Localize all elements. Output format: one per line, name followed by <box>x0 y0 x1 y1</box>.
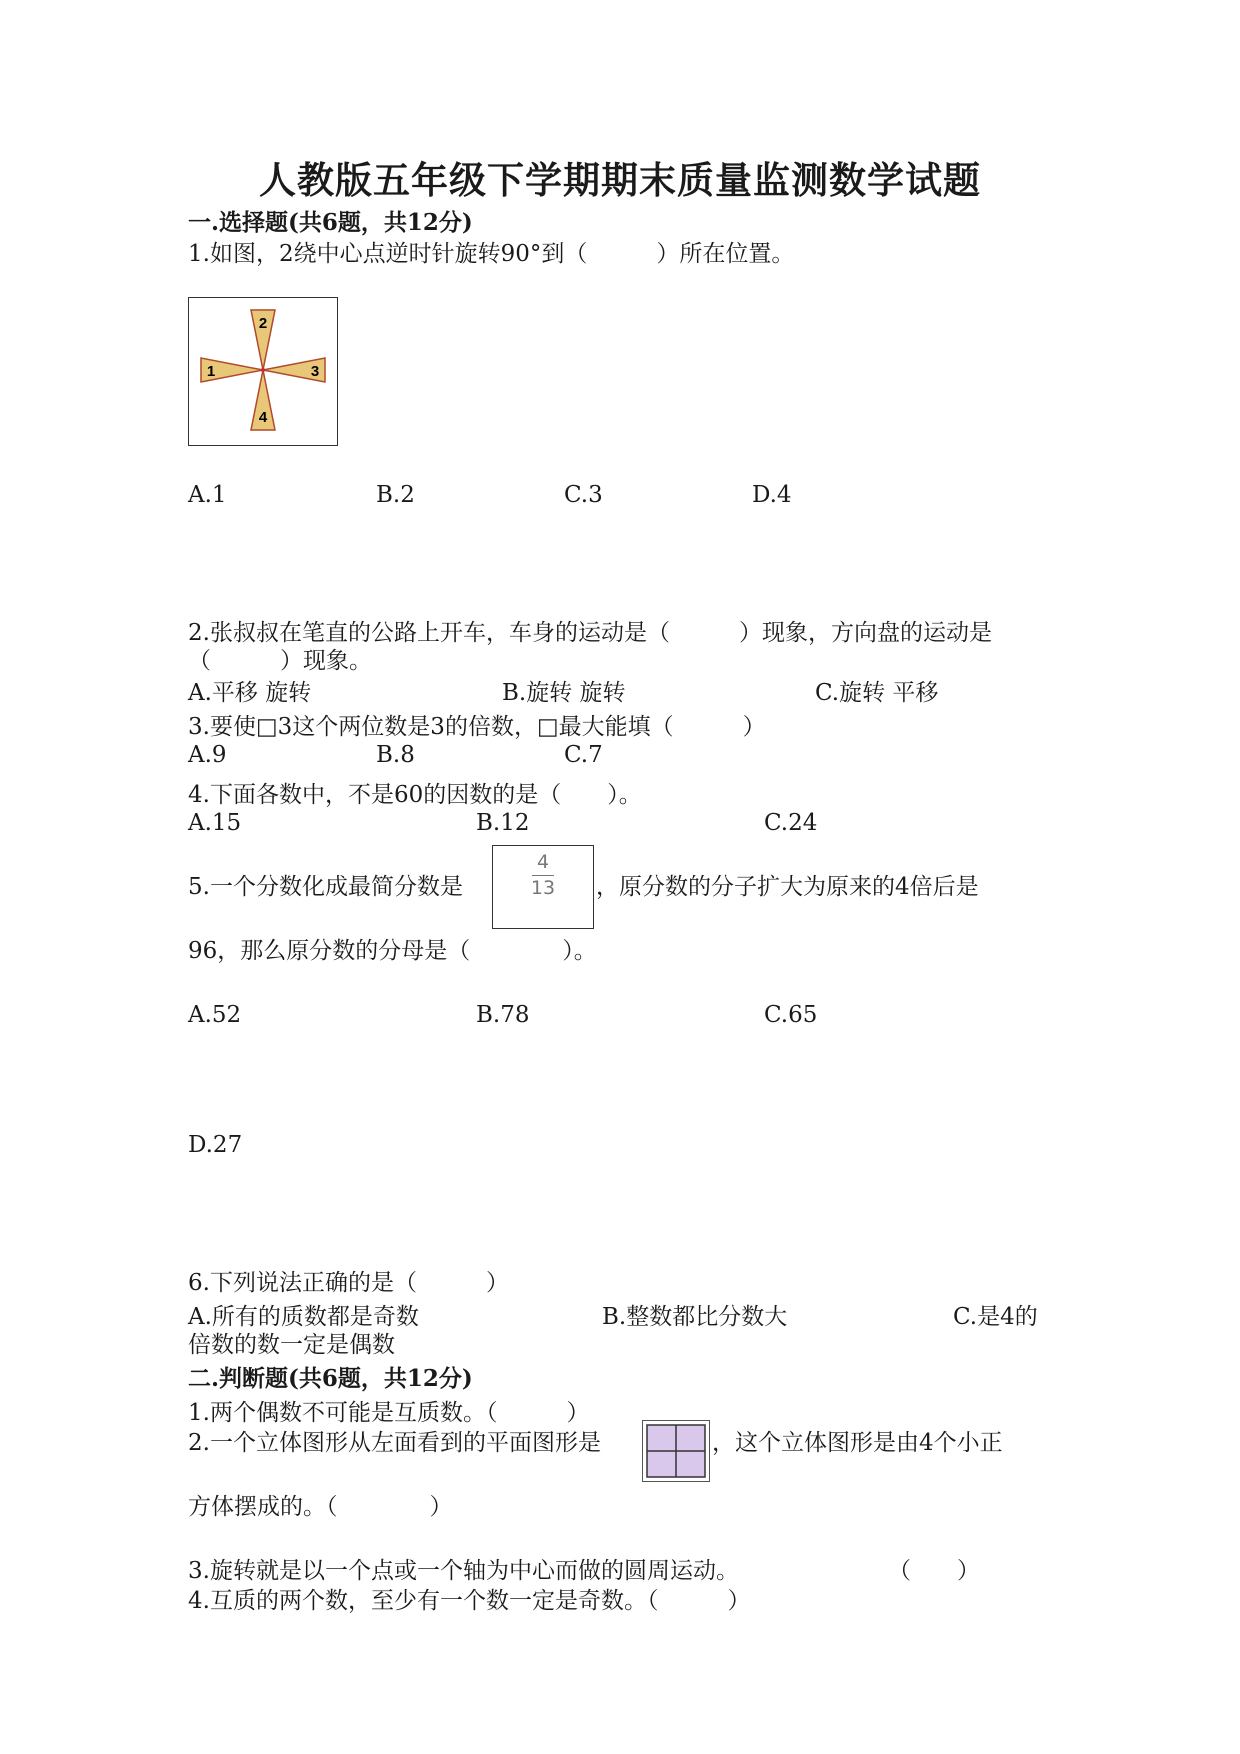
fraction-figure <box>492 845 594 929</box>
judgement-1-text: 1.两个偶数不可能是互质数。（ ） <box>188 1400 590 1426</box>
fraction-denominator: 13 <box>530 876 556 899</box>
q6-option-c[interactable]: C.是4的 <box>953 1304 1038 1330</box>
question-6-text: 6.下列说法正确的是（ ） <box>188 1270 509 1296</box>
figure-label-4: 4 <box>258 409 268 426</box>
page-title: 人教版五年级下学期期末质量监测数学试题 <box>259 158 981 202</box>
judgement-3-text: 3.旋转就是以一个点或一个轴为中心而做的圆周运动。 <box>188 1558 739 1584</box>
q5-option-d[interactable]: D.27 <box>188 1132 243 1158</box>
figure-label-1: 1 <box>206 363 216 380</box>
question-3-text: 3.要使□3这个两位数是3的倍数，□最大能填（ ） <box>188 714 766 740</box>
q4-option-c[interactable]: C.24 <box>764 810 818 836</box>
section-heading-judgement: 二.判断题(共6题，共12分) <box>188 1365 473 1392</box>
judgement-4-text: 4.互质的两个数，至少有一个数一定是奇数。（ ） <box>188 1588 751 1614</box>
judgement-2-line2: 方体摆成的。（ ） <box>188 1494 453 1520</box>
section-heading-choice: 一.选择题(共6题，共12分) <box>188 209 473 236</box>
q2-option-b[interactable]: B.旋转 旋转 <box>502 680 626 706</box>
q3-option-b[interactable]: B.8 <box>376 742 415 768</box>
judgement-2-line1-start: 2.一个立体图形从左面看到的平面图形是 <box>188 1430 601 1456</box>
judgement-3-blank[interactable]: （ ） <box>888 1558 980 1584</box>
rotation-figure <box>188 297 338 446</box>
q4-option-b[interactable]: B.12 <box>476 810 530 836</box>
q3-option-a[interactable]: A.9 <box>188 742 227 768</box>
figure-label-3: 3 <box>310 363 320 380</box>
question-5-line1-start: 5.一个分数化成最简分数是 <box>188 874 463 900</box>
q1-option-a[interactable]: A.1 <box>188 482 227 508</box>
q5-option-c[interactable]: C.65 <box>764 1002 818 1028</box>
fraction-numerator: 4 <box>536 851 550 873</box>
question-1-text: 1.如图，2绕中心点逆时针旋转90°到（ ）所在位置。 <box>188 241 795 267</box>
question-5-line2: 96，那么原分数的分母是（ ）。 <box>188 938 597 964</box>
q6-option-c-continued: 倍数的数一定是偶数 <box>188 1332 395 1358</box>
q4-option-a[interactable]: A.15 <box>188 810 242 836</box>
q1-option-d[interactable]: D.4 <box>752 482 792 508</box>
question-2-line2: （ ）现象。 <box>188 648 372 674</box>
q3-option-c[interactable]: C.7 <box>564 742 603 768</box>
q1-option-b[interactable]: B.2 <box>376 482 415 508</box>
q5-option-a[interactable]: A.52 <box>188 1002 242 1028</box>
q6-option-a[interactable]: A.所有的质数都是奇数 <box>188 1304 419 1330</box>
left-view-grid-figure <box>642 1420 710 1482</box>
q2-option-a[interactable]: A.平移 旋转 <box>188 680 312 706</box>
fraction-bar <box>532 875 554 876</box>
q6-option-b[interactable]: B.整数都比分数大 <box>602 1304 788 1330</box>
question-4-text: 4.下面各数中，不是60的因数的是（ ）。 <box>188 782 642 808</box>
judgement-2-line1-end: ，这个立体图形是由4个小正 <box>712 1430 1003 1456</box>
question-5-line1-end: ，原分数的分子扩大为原来的4倍后是 <box>596 874 979 900</box>
question-2-line1: 2.张叔叔在笔直的公路上开车，车身的运动是（ ）现象，方向盘的运动是 <box>188 620 992 646</box>
figure-label-2: 2 <box>258 315 268 332</box>
q5-option-b[interactable]: B.78 <box>476 1002 530 1028</box>
q2-option-c[interactable]: C.旋转 平移 <box>815 680 939 706</box>
q1-option-c[interactable]: C.3 <box>564 482 603 508</box>
